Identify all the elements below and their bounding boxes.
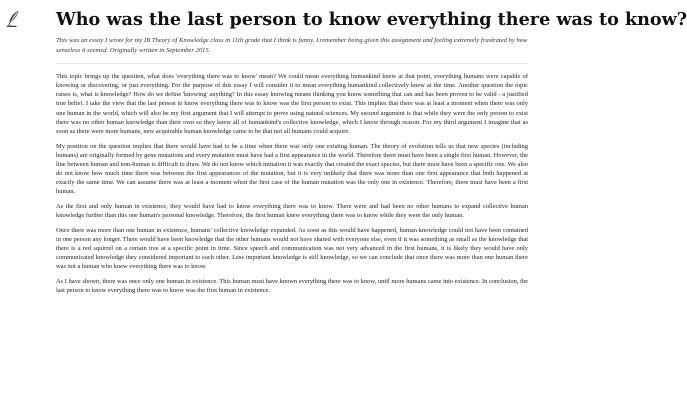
essay-paragraph-4: Once there was more than one human in existence, humans' collective knowledge expanded. As soon as this would have happened, human knowledge could not have been contained in one person any longer. There would have been knowledge that the other humans would not have shared with everyone else, even if it was something as small as the knowledge that there is a red squirrel on a certain tree at a specific point in time. Since speech and communication was not very advanced in the first humans, it is likely they would have only communicated knowledge they considered important to each other. Less important knowledge is still knowledge, so we can conclude that once there was more than one human there was not a human who knew everything there was to know.: [56, 226, 528, 271]
essay-intro: This was an essay I wrote for my IB Theory of Knowledge class in 11th grade that I think is funny. I remember being given this assignment and feeling extremely frustrated by how senseless it seemed. Originally written in September 2015.: [56, 37, 528, 54]
quill-pen-icon[interactable]: [6, 10, 20, 28]
essay-article: [56, 8, 687, 301]
page-title: Who was the last person to know everything there was to know?: [56, 9, 687, 30]
essay-paragraph-1: This topic brings up the question, what does 'everything there was to know' mean? We could mean everything humankind knew at that point, everything humans were capable of knowing or discovering, or just everything. For the purpose of this essay I will consider it to mean everything humankind collectively knew at the time. Another question the topic raises is, what is knowledge? How do we define 'knowing' anything? In this essay knowing means thinking you know something that can and has been proven to be valid - a justified true belief. I take the view that the last person to know everything there was to know was the first person to exist. This implies that there was at least a moment when there was only one human in the world, which will also be my first argument that I will attempt to prove using natural sciences. My second argument is that while they were the only person to exist there was no other human knowledge than their own so they knew all of humankind's collective knowledge, which I know through reason. For my third argument I imagine that as soon as there were more humans, new acquirable human knowledge came to be that not all humans could acquire.: [56, 73, 528, 135]
essay-paragraph-2: My position on the question implies that there would have had to be a time when there was only one existing human. The theory of evolution tells us that new species (including humans) are originally formed by gene mutations and every mutation must have had a first appearance in the world. Therefore there must have been a single first human. However, the line between human and non-human is difficult to draw. We do not know which mutation it was exactly that created the exact species, but there must have been a specific one. We also do not know how much time there was between the first appearances of the mutation, but it is very unlikely that there was more than one first appearance that both happened at exactly the same time. We can assume there was at least a moment when the first case of the human mutation was the only one in existence. Therefore, there must have been a first human.: [56, 142, 528, 195]
essay-paragraph-3: As the first and only human in existence, they would have had to know everything there was to know. There were and had been no other humans to expand collective human knowledge further than this one human's personal knowledge. Therefore, the first human knew everything there was to know while they were the only human.: [56, 202, 528, 219]
essay-paragraph-5: As I have shown, there was once only one human in existence. This human must have known everything there was to know, until more humans came into existence. In conclusion, the last person to know everything there was to know was the first human in existence.: [56, 277, 528, 294]
quill-pen-icon-graphic: [6, 10, 20, 28]
section-divider: [56, 63, 528, 64]
